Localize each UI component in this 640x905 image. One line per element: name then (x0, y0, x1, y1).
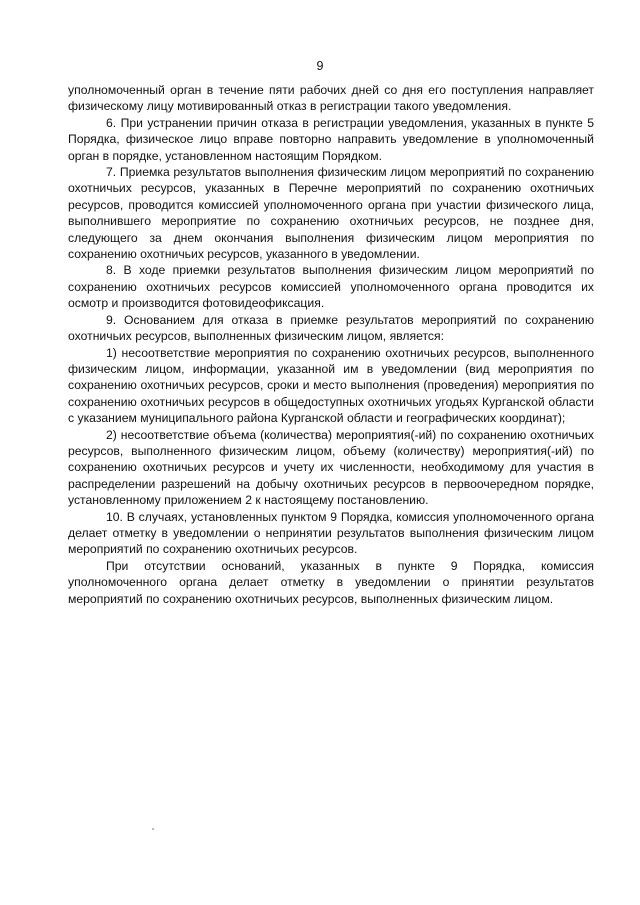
paragraph-item-8: 8. В ходе приемки результатов выполнения физическим лицом мероприятий по сохранению охотничьих ресурсов комиссией уполномоченного органа проводится их осмотр и производится фотовидеофиксация. (68, 263, 594, 311)
page-number: 9 (316, 59, 324, 73)
document-body (68, 82, 594, 607)
scan-artifact-dot (152, 828, 154, 830)
paragraph-continuation: уполномоченный орган в течение пяти рабочих дней со дня его поступления направляет физическому лицу мотивированный отказ в регистрации такого уведомления. (68, 83, 594, 114)
paragraph-item-7: 7. Приемка результатов выполнения физическим лицом мероприятий по сохранению охотничьих ресурсов, указанных в Перечне мероприятий по сохранению охотничьих ресурсов, проводится комиссией уполномоченного органа при участии физического лица, выполнившего мероприятие по сохранению охотничьих ресурсов, не позднее дня, следующего за днем окончания выполнения физическим лицом мероприятия по сохранению охотничьих ресурсов, указанного в уведомлении. (68, 165, 594, 262)
paragraph-item-10: 10. В случаях, установленных пунктом 9 Порядка, комиссия уполномоченного органа делает отметку в уведомлении о непринятии результатов выполнения физическим лицом мероприятий по сохранению охотничьих ресурсов. (68, 509, 594, 557)
paragraph-item-9: 9. Основанием для отказа в приемке результатов мероприятий по сохранению охотничьих ресурсов, выполненных физическим лицом, является: (68, 312, 594, 344)
paragraph-subitem-9-2: 2) несоответствие объема (количества) мероприятия(-ий) по сохранению охотничьих ресурсов, выполненного физическим лицом, объему (количеству) мероприятия(-ий) по сохранению охотничьих ресурсов и учету их численности, необходимому для участия в распределении разрешений на добычу охотничьих ресурсов в первоочередном порядке, установленному приложением 2 к настоящему постановлению. (68, 427, 594, 508)
paragraph-item-10-continued: При отсутствии оснований, указанных в пункте 9 Порядка, комиссия уполномоченного органа делает отметку в уведомлении о принятии результатов мероприятий по сохранению охотничьих ресурсов, выполненных физическим лицом. (68, 558, 594, 606)
paragraph-item-6: 6. При устранении причин отказа в регистрации уведомления, указанных в пункте 5 Порядка, физическое лицо вправе повторно направить уведомление в уполномоченный орган в порядке, установленном настоящим Порядком. (68, 115, 594, 163)
paragraph-subitem-9-1: 1) несоответствие мероприятия по сохранению охотничьих ресурсов, выполненного физическим лицом, информации, указанной им в уведомлении (вид мероприятия по сохранению охотничьих ресурсов, сроки и место выполнения (проведения) мероприятия по сохранению охотничьих ресурсов в общедоступных охотничьих угодьях Курганской области с указанием муниципального района Курганской области и географических координат); (68, 345, 594, 426)
